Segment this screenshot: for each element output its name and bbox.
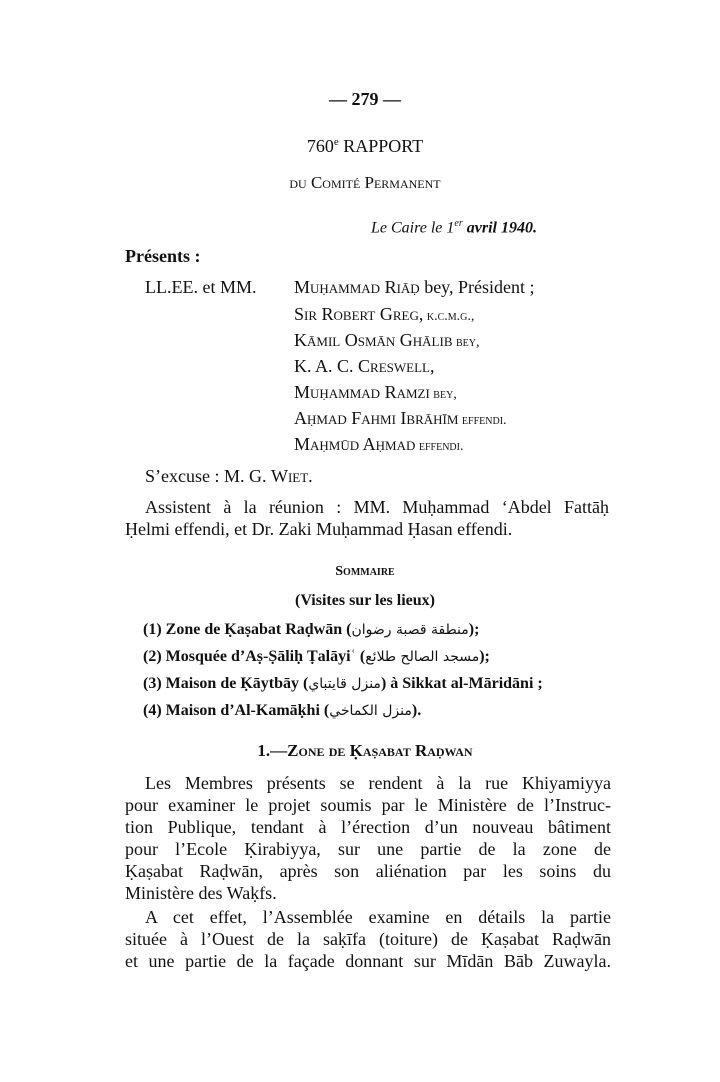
paragraph-line: pour examiner le projet soumis par le Ministère de l’Instruc- xyxy=(125,795,611,815)
committee-name: Comité Permanent xyxy=(310,173,441,192)
attendee-1 xyxy=(294,276,535,298)
page-number: — 279 — xyxy=(329,89,401,109)
presents-label: Présents : xyxy=(125,246,201,266)
date-line xyxy=(371,213,537,239)
paragraph-line: et une partie de la façade donnant sur Mīdān Bāb Zuwayla. xyxy=(125,951,611,971)
item-text: Mosquée d’Aṣ-Ṣāliḥ Ṭalāyiʿ ( xyxy=(165,648,366,665)
committee-line xyxy=(0,172,720,194)
paragraph-line: Les Membres présents se rendent à la rue Khiyamiyya xyxy=(145,773,611,793)
attendee-name: Kāmil Osmān Ghālib xyxy=(294,330,453,350)
attendee-title: effendi. xyxy=(415,439,464,454)
attendee-7 xyxy=(294,433,463,458)
date-place: Le Caire le 1 xyxy=(371,219,455,237)
attendee-3 xyxy=(294,329,480,354)
paragraph-line: située à l’Ouest de la saḳīfa (toiture) de Ḳaṣabat Raḍwān xyxy=(125,929,611,949)
attendee-name: Aḥmad Fahmi Ibrāhīm xyxy=(294,408,459,428)
report-number-sup: e xyxy=(333,136,339,148)
item-after: ); xyxy=(468,621,480,638)
sommaire-item-2 xyxy=(143,647,490,667)
sommaire-title: Sommaire xyxy=(335,564,395,579)
attendee-title: bey, xyxy=(429,387,457,402)
item-after: ); xyxy=(479,648,490,665)
assist-line-2: Ḥelmi effendi, et Dr. Zaki Muḥammad Ḥasan effendi. xyxy=(125,519,513,539)
attendee-name: Muḥammad Ramzi xyxy=(294,382,430,402)
date-rest: avril 1940. xyxy=(462,219,537,237)
item-number: (2) xyxy=(143,648,162,665)
paragraph-line: Ḳaṣabat Raḍwān, après son aliénation par les soins du xyxy=(125,861,611,881)
item-text: Maison d’Al-Kamāḳhi ( xyxy=(165,702,330,719)
excuse-label: S’excuse : M. G. xyxy=(145,466,271,486)
attendees-prefix: LL.EE. et MM. xyxy=(145,277,257,297)
sommaire-item-1 xyxy=(143,620,479,640)
attendee-6 xyxy=(294,407,507,432)
item-arabic: منزل قايتباي xyxy=(308,676,381,692)
attendee-name: Muḥammad Riāḍ xyxy=(294,277,420,297)
paragraph-line: pour l’Ecole Ḳirabiyya, sur une partie de la zone de xyxy=(125,839,611,859)
sommaire-subtitle: (Visites sur les lieux) xyxy=(295,592,435,609)
item-number: (3) xyxy=(143,675,162,692)
attendee-name: Maḥmūd Aḥmad xyxy=(294,434,416,454)
item-number: (4) xyxy=(143,702,162,719)
item-arabic: منطقة قصبة رضوان xyxy=(351,622,469,638)
attendee-name: K. A. C. Creswell, xyxy=(294,356,435,376)
item-arabic: مسجد الصالح طلائع xyxy=(365,649,480,665)
report-word: RAPPORT xyxy=(343,136,424,156)
report-number: 760 xyxy=(306,136,334,156)
item-number: (1) xyxy=(143,621,162,638)
assist-line-1: Assistent à la réunion : MM. Muḥammad ‘Abdel Fattāḥ xyxy=(145,497,609,517)
paragraph-line: A cet effet, l’Assemblée examine en détails la partie xyxy=(145,907,611,927)
attendee-2 xyxy=(294,303,474,328)
committee-du: du xyxy=(289,173,307,192)
item-arabic: منزل الكماخي xyxy=(329,703,412,719)
date-sup: er xyxy=(454,218,463,229)
item-text: Zone de Ḳaṣabat Raḍwān ( xyxy=(165,621,352,638)
attendee-title: bey, xyxy=(452,335,480,350)
paragraph-line: tion Publique, tendant à l’érection d’un nouveau bâtiment xyxy=(125,817,611,837)
item-after: ). xyxy=(411,702,422,719)
report-title xyxy=(0,131,720,157)
sommaire-item-4 xyxy=(143,701,421,721)
section-heading: 1.—Zone de Ḳaṣabat Raḍwan xyxy=(257,741,473,760)
excuse-name: Wiet. xyxy=(270,466,313,486)
attendee-name: Sir Robert Greg, xyxy=(294,304,424,324)
attendee-4 xyxy=(294,355,434,377)
excuse-line xyxy=(145,465,313,487)
sommaire-item-3 xyxy=(143,674,543,694)
attendee-title: k.c.m.g., xyxy=(423,309,475,324)
item-after: ) à Sikkat al-Māridāni ; xyxy=(380,675,543,692)
paragraph-line: Ministère des Waḳfs. xyxy=(125,883,277,903)
attendee-5 xyxy=(294,381,457,406)
item-text: Maison de Ḳāytbāy ( xyxy=(165,675,309,692)
attendee-title: bey, Président ; xyxy=(419,277,535,297)
attendee-title: effendi. xyxy=(458,413,507,428)
